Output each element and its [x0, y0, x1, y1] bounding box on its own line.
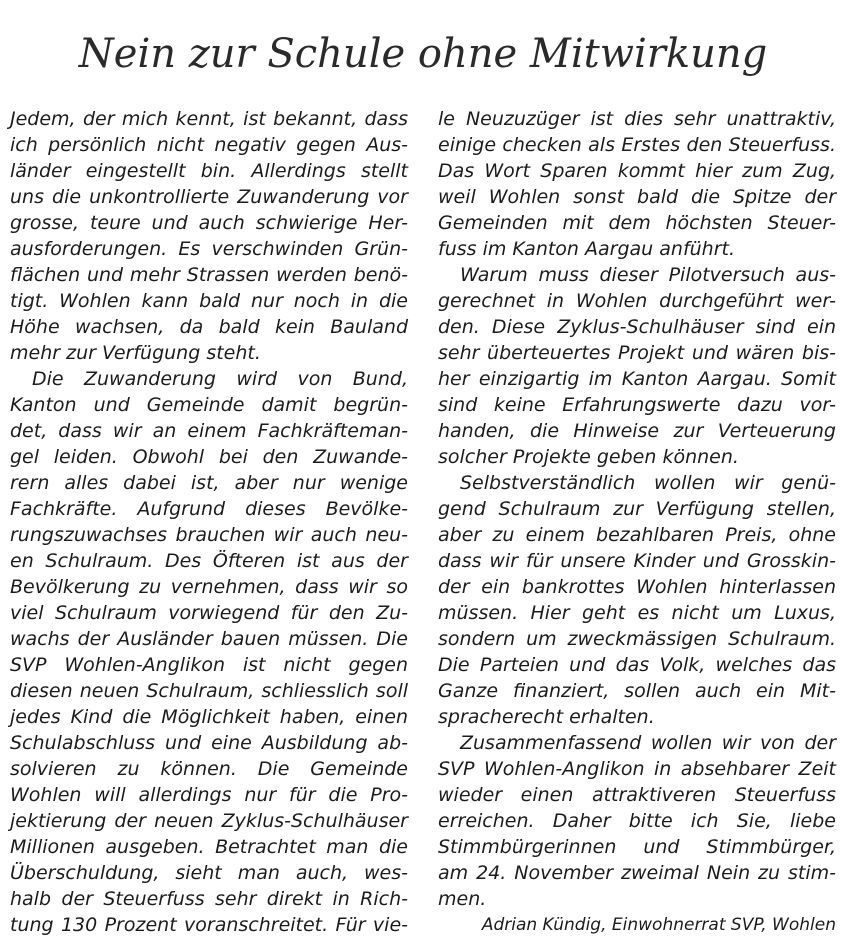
text-line: rern alles dabei ist, aber nur wenige [10, 472, 408, 494]
text-line: halb der Steuerfuss sehr direkt in Rich- [10, 888, 408, 910]
text-line: Schulabschluss und eine Ausbildung ab- [10, 732, 408, 754]
article-headline: Nein zur Schule ohne Mitwirkung [78, 31, 768, 77]
text-line: jektierung der neuen Zyklus-Schulhäuser [10, 810, 408, 832]
text-line: länder eingestellt bin. Allerdings stellt [10, 160, 408, 182]
text-line: le Neuzuzüger ist dies sehr unattraktiv, [438, 108, 836, 130]
text-line: gerechnet in Wohlen durchgeführt wer- [438, 290, 836, 312]
text-line: en Schulraum. Des Öfteren ist aus der [10, 550, 408, 572]
text-line: spracherecht erhalten. [438, 706, 655, 728]
text-line: wachs der Ausländer bauen müssen. Die [10, 628, 408, 650]
text-line: den. Diese Zyklus-Schulhäuser sind ein [438, 316, 836, 338]
text-line: Die Zuwanderung wird von Bund, [32, 368, 408, 390]
text-line: jedes Kind die Möglichkeit haben, einen [10, 706, 408, 728]
text-line: wieder einen attraktiveren Steuerfuss [438, 784, 836, 806]
text-line: Überschuldung, sieht man auch, wes- [10, 862, 408, 884]
text-line: dass wir für unsere Kinder und Grosskin- [438, 550, 836, 572]
text-line: mehr zur Verfügung steht. [10, 342, 261, 364]
text-line: Wohlen will allerdings nur für die Pro- [10, 784, 408, 806]
text-line: erreichen. Daher bitte ich Sie, liebe [438, 810, 836, 832]
text-line: aber zu einem bezahlbaren Preis, ohne [438, 524, 836, 546]
text-line: sondern um zweckmässigen Schulraum. [438, 628, 836, 650]
text-line: tung 130 Prozent voranschreitet. Für vie- [10, 914, 408, 936]
text-line: fuss im Kanton Aargau anführt. [438, 238, 736, 260]
text-line: men. [438, 888, 487, 910]
text-line: Stimmbürgerinnen und Stimmbürger, [438, 836, 836, 858]
text-line: grosse, teure und auch schwierige Her- [10, 212, 408, 234]
text-line: SVP Wohlen-Anglikon in absehbarer Zeit [438, 758, 836, 780]
text-line: Das Wort Sparen kommt hier zum Zug, [438, 160, 836, 182]
text-line: Warum muss dieser Pilotversuch aus- [460, 264, 836, 286]
text-line: tigt. Wohlen kann bald nur noch in die [10, 290, 408, 312]
text-line: Die Parteien und das Volk, welches das [438, 654, 836, 676]
text-line: her einzigartig im Kanton Aargau. Somit [438, 368, 836, 390]
text-line: gend Schulraum zur Verfügung stellen, [438, 498, 836, 520]
article-column-left [10, 106, 408, 938]
text-line: Zusammenfassend wollen wir von der [460, 732, 836, 754]
text-line: rungszuwachses brauchen wir auch neu- [10, 524, 408, 546]
text-line: uns die unkontrollierte Zuwanderung vor [10, 186, 408, 208]
text-line: gel leiden. Obwohl bei den Zuwande- [10, 446, 408, 468]
text-line: Ganze finanziert, sollen auch ein Mit- [438, 680, 836, 702]
text-line: ausforderungen. Es verschwinden Grün- [10, 238, 408, 260]
text-line: viel Schulraum vorwiegend für den Zu- [10, 602, 408, 624]
text-line: solcher Projekte geben können. [438, 446, 739, 468]
text-line: Gemeinden mit dem höchsten Steuer- [438, 212, 836, 234]
article-column-right [438, 106, 836, 938]
text-line: am 24. November zweimal Nein zu stim- [438, 862, 836, 884]
author-signature: Adrian Kündig, Einwohnerrat SVP, Wohlen [481, 915, 836, 935]
text-line: Fachkräfte. Aufgrund dieses Bevölke- [10, 498, 408, 520]
text-line: Selbstverständlich wollen wir genü- [460, 472, 836, 494]
text-line: Bevölkerung zu vernehmen, dass wir so [10, 576, 408, 598]
text-line: der ein bankrottes Wohlen hinterlassen [438, 576, 836, 598]
text-line: det, dass wir an einem Fachkräfteman- [10, 420, 408, 442]
text-line: diesen neuen Schulraum, schliesslich soll [10, 680, 408, 702]
text-line: sind keine Erfahrungswerte dazu vor- [438, 394, 836, 416]
text-line: handen, die Hinweise zur Verteuerung [438, 420, 836, 442]
text-line: Jedem, der mich kennt, ist bekannt, dass [10, 108, 408, 130]
text-line: einige checken als Erstes den Steuerfuss. [438, 134, 836, 156]
text-line: müssen. Hier geht es nicht um Luxus, [438, 602, 836, 624]
text-line: Höhe wachsen, da bald kein Bauland [10, 316, 408, 338]
text-line: Kanton und Gemeinde damit begrün- [10, 394, 408, 416]
text-line: weil Wohlen sonst bald die Spitze der [438, 186, 836, 208]
text-line: SVP Wohlen-Anglikon ist nicht gegen [10, 654, 408, 676]
text-line: sehr überteuertes Projekt und wären bis- [438, 342, 836, 364]
text-line: Millionen ausgeben. Betrachtet man die [10, 836, 408, 858]
text-line: flächen und mehr Strassen werden benö- [10, 264, 408, 286]
text-line: solvieren zu können. Die Gemeinde [10, 758, 408, 780]
text-line: ich persönlich nicht negativ gegen Aus- [10, 134, 408, 156]
